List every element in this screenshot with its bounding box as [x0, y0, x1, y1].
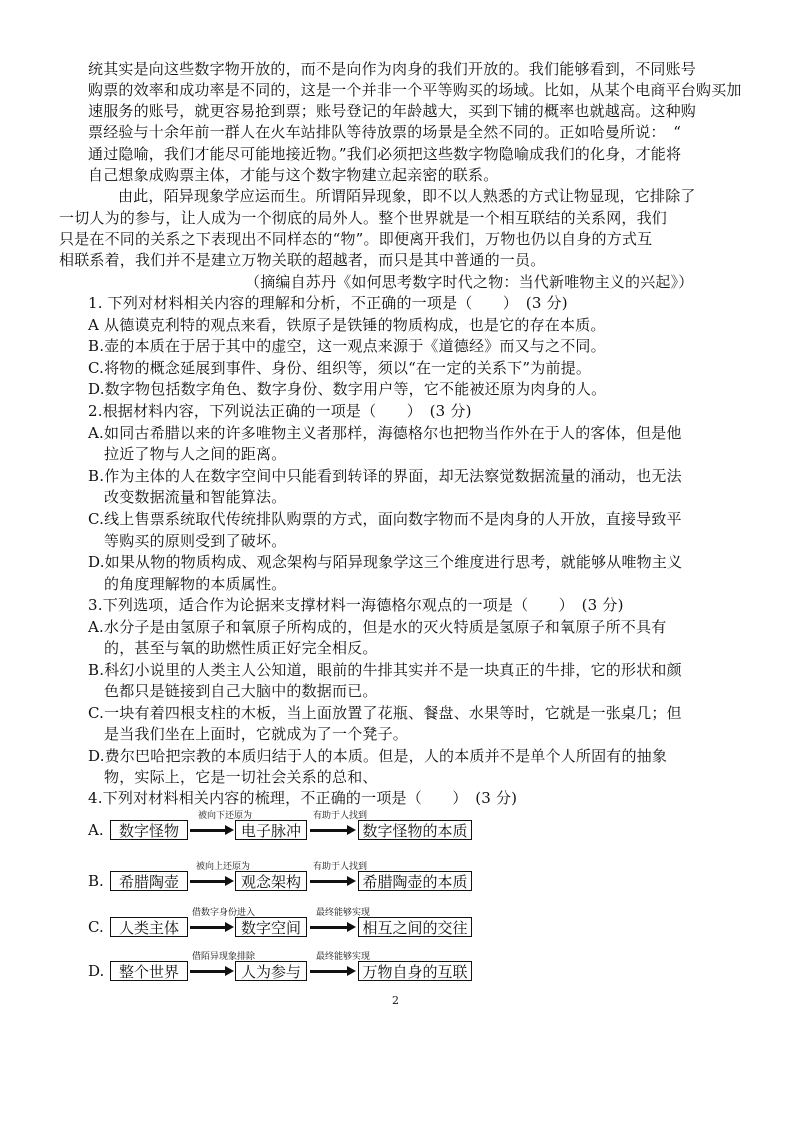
diagram-row-letter: A. — [88, 821, 104, 839]
passage-line: 统其实是向这些数字物开放的，而不是向作为肉身的我们开放的。我们能够看到，不同账号 — [88, 60, 697, 78]
arrow-right-icon — [190, 969, 234, 973]
passage-source: （摘编自苏丹《如何思考数字时代之物：当代新唯物主义的兴起》） — [245, 273, 694, 291]
question-3-option-c[interactable]: C.一块有着四根支柱的木板，当上面放置了花瓶、餐盘、水果等时，它就是一张桌几；但 — [88, 704, 682, 722]
diagram-arrow-label-2: 最终能够实现 — [316, 952, 371, 962]
diagram-row-a[interactable] — [88, 808, 488, 842]
question-2-option-a-cont: 拉近了物与人之间的距离。 — [104, 445, 287, 463]
question-1-stem: 1. 下列对材料相关内容的理解和分析，不正确的一项是（ ） (3 分) — [88, 294, 568, 312]
question-2-option-b-cont: 改变数据流量和智能算法。 — [104, 488, 287, 506]
diagram-box-3: 相互之间的交往 — [358, 917, 472, 937]
passage-line: 自己想象成购票主体，才能与这个数字物建立起亲密的联系。 — [88, 166, 499, 184]
diagram-arrow-label-1: 借陌异现象排除 — [192, 952, 256, 962]
diagram-box-2: 人为参与 — [235, 961, 307, 981]
question-3-option-a-cont: 的，甚至与氧的助燃性质正好完全相反。 — [104, 639, 378, 657]
question-3-option-d-cont: 物，实际上，它是一切社会关系的总和、 — [104, 768, 378, 786]
diagram-row-letter: B. — [88, 872, 104, 890]
diagram-box-1: 人类主体 — [110, 917, 188, 937]
diagram-box-1: 整个世界 — [110, 961, 188, 981]
diagram-arrow-label-1: 被向下还原为 — [198, 811, 253, 821]
arrow-right-icon — [190, 925, 234, 929]
arrow-right-icon — [190, 828, 234, 832]
diagram-row-c[interactable] — [88, 905, 488, 939]
question-3-option-c-cont: 是当我们坐在上面时，它就成为了一个凳子。 — [104, 725, 409, 743]
diagram-row-d[interactable] — [88, 949, 488, 983]
diagram-box-3: 希腊陶壶的本质 — [358, 871, 472, 891]
diagram-row-b[interactable] — [88, 859, 488, 893]
question-3-option-a[interactable]: A.水分子是由氢原子和氧原子所构成的，但是水的灭火特质是氢原子和氧原子所不具有 — [88, 618, 667, 636]
diagram-arrow-label-1: 被向上还原为 — [196, 862, 251, 872]
question-1-option-a[interactable]: A 从德谟克利特的观点来看，铁原子是铁锤的物质构成，也是它的存在本质。 — [88, 316, 606, 334]
question-2-stem: 2.根据材料内容，下列说法正确的一项是（ ） (3 分) — [88, 402, 472, 420]
diagram-box-1: 希腊陶壶 — [110, 871, 188, 891]
diagram-box-2: 观念架构 — [235, 871, 307, 891]
diagram-arrow-label-2: 最终能够实现 — [316, 908, 371, 918]
question-1-option-c[interactable]: C.将物的概念延展到事件、身份、组织等，须以“在一定的关系下”为前提。 — [88, 359, 592, 377]
diagram-row-letter: C. — [88, 918, 104, 936]
arrow-right-icon — [310, 879, 356, 883]
question-2-option-c-cont: 等购买的原则受到了破坏。 — [104, 532, 287, 550]
diagram-arrow-label-2: 有助于人找到 — [313, 862, 368, 872]
question-2-option-d-cont: 的角度理解物的本质属性。 — [104, 575, 287, 593]
page-number: 2 — [392, 994, 399, 1007]
question-3-stem: 3.下列选项，适合作为论据来支撑材料一海德格尔观点的一项是（ ） (3 分) — [88, 596, 624, 614]
arrow-right-icon — [190, 879, 234, 883]
diagram-box-2: 电子脉冲 — [235, 820, 307, 840]
diagram-box-2: 数字空间 — [235, 917, 307, 937]
diagram-box-1: 数字怪物 — [110, 820, 188, 840]
passage-line: 票经验与十余年前一群人在火车站排队等待放票的场景是全然不同的。正如哈曼所说： “ — [88, 123, 682, 141]
arrow-right-icon — [310, 969, 356, 973]
question-2-option-d[interactable]: D.如果从物的物质构成、观念架构与陌异现象学这三个维度进行思考，就能够从唯物主义 — [88, 553, 683, 571]
question-2-option-b[interactable]: B.作为主体的人在数字空间中只能看到转译的界面，却无法察觉数据流量的涌动，也无法 — [88, 467, 682, 485]
arrow-right-icon — [310, 828, 356, 832]
passage-line: 一切人为的参与，让人成为一个彻底的局外人。整个世界就是一个相互联结的关系网，我们 — [59, 209, 668, 227]
question-2-option-a[interactable]: A.如同古希腊以来的许多唯物主义者那样，海德格尔也把物当作外在于人的客体，但是他 — [88, 424, 682, 442]
question-2-option-c[interactable]: C.线上售票系统取代传统排队购票的方式，面向数字物而不是肉身的人开放，直接导致平 — [88, 510, 682, 528]
passage-line: 通过隐喻，我们才能尽可能地接近物。”我们必须把这些数字物隐喻成我们的化身，才能将 — [88, 145, 682, 163]
diagram-row-letter: D. — [88, 962, 105, 980]
question-1-option-d[interactable]: D.数字物包括数字角色、数字身份、数字用户等，它不能被还原为肉身的人。 — [88, 380, 607, 398]
diagram-arrow-label-1: 借数字身份进入 — [192, 908, 256, 918]
diagram-arrow-label-2: 有助于人找到 — [313, 811, 368, 821]
passage-line: 相联系着，我们并不是建立万物关联的超越者，而只是其中普通的一员。 — [59, 251, 546, 269]
question-1-option-b[interactable]: B.壶的本质在于居于其中的虚空，这一观点来源于《道德经》而又与之不同。 — [88, 337, 606, 355]
passage-line: 由此，陌异现象学应运而生。所谓陌异现象，即不以人熟悉的方式让物显现，它排除了 — [118, 187, 696, 205]
passage-line: 只是在不同的关系之下表现出不同样态的“物”。即便离开我们，万物也仍以自身的方式互 — [59, 230, 653, 248]
question-3-option-b[interactable]: B.科幻小说里的人类主人公知道，眼前的牛排其实并不是一块真正的牛排，它的形状和颜 — [88, 661, 682, 679]
question-4-stem: 4.下列对材料相关内容的梳理，不正确的一项是（ ） (3 分) — [88, 789, 518, 807]
question-3-option-b-cont: 色都只是链接到自己大脑中的数据而已。 — [104, 682, 378, 700]
diagram-box-3: 数字怪物的本质 — [358, 820, 472, 840]
passage-line: 速服务的账号，就更容易抢到票；账号登记的年龄越大，买到下铺的概率也就越高。这种购 — [88, 102, 697, 120]
diagram-box-3: 万物自身的互联 — [358, 961, 472, 981]
arrow-right-icon — [310, 925, 356, 929]
question-3-option-d[interactable]: D.费尔巴哈把宗教的本质归结于人的本质。但是，人的本质并不是单个人所固有的抽象 — [88, 747, 668, 765]
passage-line: 购票的效率和成功率是不同的，这是一个并非一个平等购买的场域。比如，从某个电商平台购买加 — [88, 81, 742, 99]
